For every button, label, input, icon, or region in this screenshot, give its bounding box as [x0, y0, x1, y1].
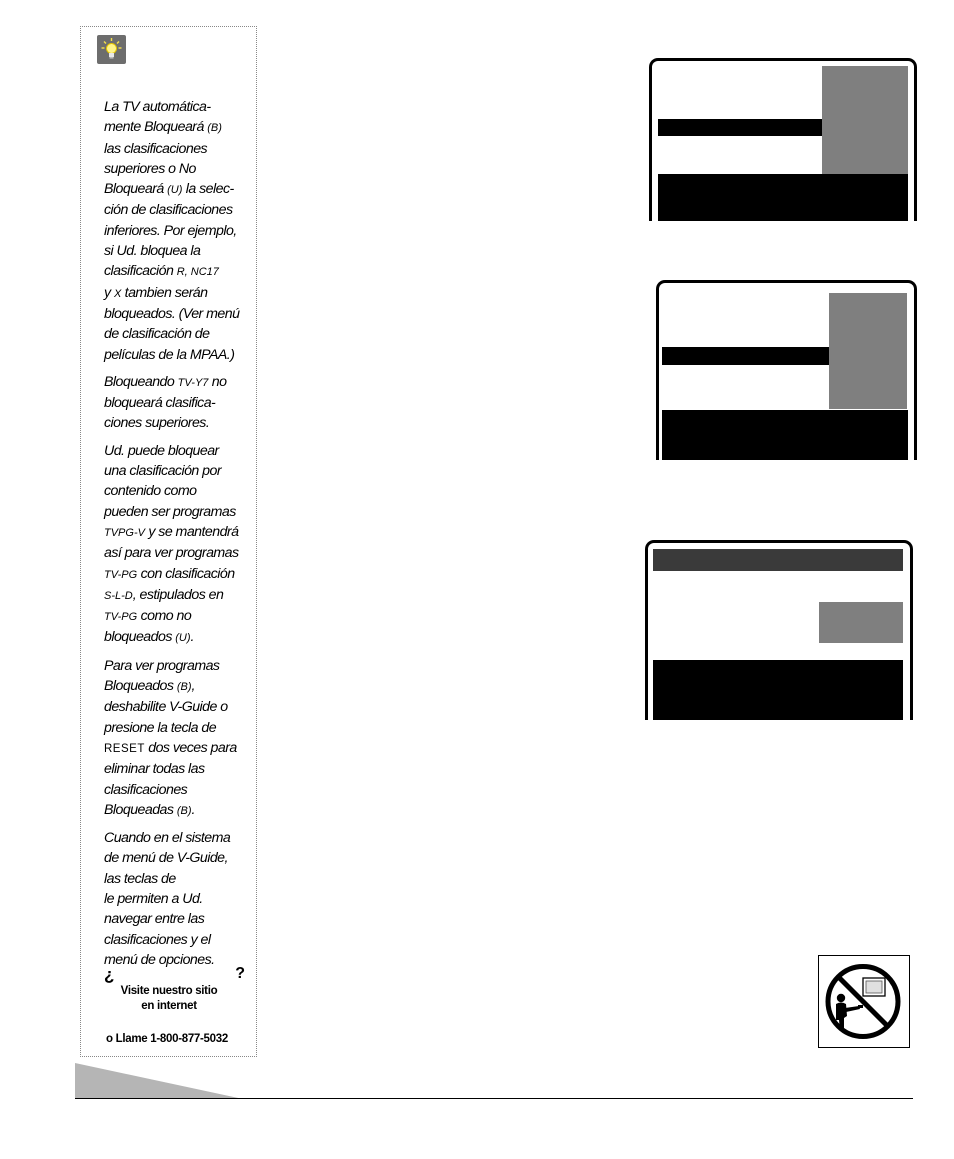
tip-text: S-L-D: [104, 589, 133, 602]
tip-line: [104, 413, 254, 433]
tip-text: y: [104, 284, 114, 301]
tip-line: [104, 697, 254, 717]
tip-text: pueden ser programas: [104, 503, 236, 520]
tip-line: [104, 828, 254, 848]
tip-line: [104, 869, 254, 889]
tip-text: de clasificación de: [104, 326, 210, 343]
tip-line: [104, 261, 254, 282]
tip-text: .: [191, 801, 195, 818]
tip-text: superiores o No: [104, 160, 196, 177]
tip-line: [104, 909, 254, 929]
tip-text: (U): [175, 632, 191, 645]
tip-text: inferiores. Por ejemplo,: [104, 222, 237, 239]
tip-text: de menú de V-Guide,: [104, 850, 228, 867]
tip-line: [104, 304, 254, 324]
tip-text: películas de la MPAA.): [104, 346, 235, 363]
tip-text: tambien serán: [121, 284, 208, 301]
tip-text: R, NC17: [176, 266, 219, 279]
highlight-bar: [662, 347, 829, 365]
tip-paragraph: [104, 97, 254, 365]
info-area: [653, 660, 903, 720]
tip-line: [104, 393, 254, 413]
tip-text: como no: [137, 608, 192, 625]
tip-text: y se mantendrá: [144, 523, 239, 540]
corner-wedge: [75, 1063, 245, 1099]
tip-text: así para ver programas: [104, 545, 239, 562]
tip-text: (B): [176, 681, 192, 694]
tip-text: mente Bloqueará: [104, 119, 208, 136]
info-area: [662, 410, 908, 460]
tip-line: [104, 564, 254, 585]
tip-text: menú de opciones.: [104, 951, 215, 968]
tip-text: presione la tecla de: [104, 719, 217, 736]
tip-text: no: [208, 373, 227, 390]
tip-text: Bloqueados: [104, 678, 177, 695]
tip-text: bloqueados. (Ver menú: [104, 305, 240, 322]
tip-paragraph: [104, 372, 254, 434]
tip-line: [104, 738, 254, 759]
tip-line: [104, 179, 254, 200]
tip-text: con clasificación: [137, 565, 235, 582]
tip-line: [104, 97, 254, 117]
header-bar: [653, 549, 903, 571]
tip-line: [104, 889, 254, 909]
tip-text: eliminar todas las: [104, 761, 205, 778]
tip-line: [104, 522, 254, 543]
tip-text: contenido como: [104, 483, 197, 500]
tip-text: Ud. puede bloquear: [104, 442, 219, 459]
tip-text: (B): [176, 804, 192, 817]
tip-line: [104, 117, 254, 138]
tip-text: TV-Y7: [177, 376, 209, 389]
tip-text: clasificación: [104, 263, 177, 280]
tip-line: [104, 780, 254, 800]
tip-paragraph: [104, 656, 254, 821]
tip-text: La TV automática-: [104, 99, 211, 115]
tip-line: [104, 606, 254, 627]
tip-line: [104, 627, 254, 648]
tip-line: [104, 848, 254, 868]
option-box: [819, 602, 903, 643]
website-callout: [99, 965, 245, 1025]
tip-line: [104, 372, 254, 393]
tip-line: [104, 200, 254, 220]
website-line-1: Visite nuestro sitio: [120, 985, 218, 997]
tip-line: [104, 159, 254, 179]
tip-text: la selec-: [182, 181, 234, 198]
tip-line: [104, 585, 254, 606]
tip-text: dos veces para: [144, 739, 237, 756]
tip-line: [104, 543, 254, 563]
bottom-rule: [75, 1098, 913, 1099]
tip-line: [104, 930, 254, 950]
tip-text: bloqueados: [104, 629, 176, 646]
tip-text: si Ud. bloquea la: [104, 243, 201, 260]
tip-text: TV-PG: [104, 611, 138, 624]
tip-text: Para ver programas: [104, 657, 220, 674]
tip-text: TVPG-V: [104, 526, 145, 539]
tip-text: una clasificación por: [104, 463, 221, 480]
tip-line: [104, 139, 254, 159]
side-panel: [829, 293, 907, 409]
tip-line: [104, 324, 254, 344]
tip-text: ción de clasificaciones: [104, 202, 233, 219]
tip-line: [104, 656, 254, 676]
tip-text: clasificaciones: [104, 781, 188, 798]
tip-text: Bloqueando: [104, 373, 178, 390]
tip-line: [104, 502, 254, 522]
tip-paragraph: [104, 828, 254, 970]
highlight-bar: [658, 119, 822, 136]
tip-line: [104, 759, 254, 779]
phone-number: o Llame 1-800-877-5032: [106, 1033, 228, 1045]
tip-line: [104, 221, 254, 241]
tip-line: [104, 481, 254, 501]
tip-text: , estipulados en: [132, 586, 224, 603]
side-panel: [822, 66, 908, 174]
tips-sidebar: [80, 26, 257, 1057]
tip-text: Bloqueadas: [104, 801, 177, 818]
tip-line: [104, 441, 254, 461]
tip-line: [104, 241, 254, 261]
tip-text: X: [113, 287, 122, 300]
tip-text: ,: [191, 678, 195, 695]
tip-line: [104, 676, 254, 697]
tip-text: navegar entre las: [104, 911, 205, 928]
question-open: ¿: [104, 965, 115, 984]
info-area: [658, 174, 908, 221]
tip-text: las teclas de: [104, 870, 176, 887]
tip-text: Bloqueará: [104, 181, 168, 198]
tip-text: le permiten a Ud.: [104, 890, 203, 907]
tip-text: (U): [167, 184, 183, 197]
tip-paragraph: [104, 441, 254, 649]
lightbulb-icon: [97, 35, 126, 64]
tip-line: [104, 718, 254, 738]
tip-text: .: [190, 629, 194, 646]
tip-line: [104, 800, 254, 821]
tip-line: [104, 283, 254, 304]
no-service-warning-icon: [818, 955, 910, 1048]
tip-text: las clasificaciones: [104, 140, 208, 157]
tip-text: RESET: [104, 742, 145, 755]
website-line-2: en internet: [141, 1000, 197, 1012]
tip-text: ciones superiores.: [104, 415, 210, 432]
tip-text: deshabilite V-Guide o: [104, 699, 228, 716]
tip-text: Cuando en el sistema: [104, 830, 231, 847]
tip-text: (B): [207, 122, 222, 135]
question-close: ?: [235, 965, 245, 982]
tip-text: bloqueará clasifica-: [104, 395, 216, 412]
tips-text: [104, 97, 254, 977]
tip-text: clasificaciones y el: [104, 931, 211, 948]
tip-line: [104, 345, 254, 365]
tip-text: TV-PG: [104, 568, 138, 581]
tip-line: [104, 461, 254, 481]
